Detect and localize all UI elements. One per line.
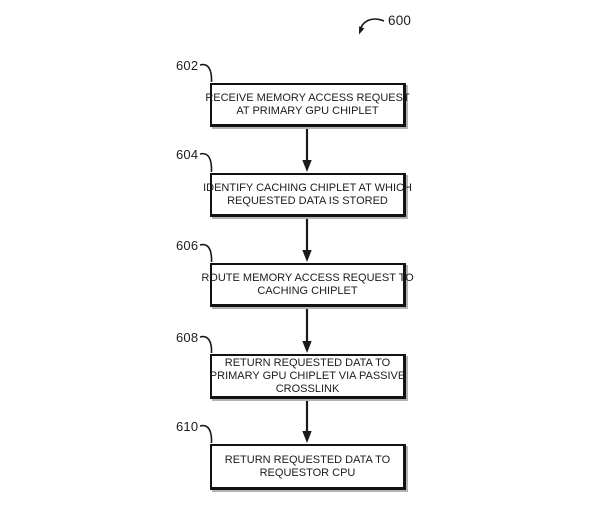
step-box-606	[201, 263, 414, 307]
flow-arrow-604-606	[302, 217, 311, 262]
step-text-line: PRIMARY GPU CHIPLET VIA PASSIVE	[209, 369, 406, 382]
ref-label-604: 604	[176, 147, 199, 162]
step-text-line: RETURN REQUESTED DATA TO	[224, 356, 391, 369]
flow-arrow-602-604	[302, 127, 311, 172]
figure-number: 600	[388, 13, 412, 28]
ref-leader-line-610	[200, 426, 212, 443]
step-text-line: IDENTIFY CACHING CHIPLET AT WHICH	[203, 181, 412, 194]
step-box-610	[210, 444, 406, 490]
step-box-602	[205, 83, 410, 127]
ref-label-610: 610	[176, 419, 199, 434]
ref-label-608: 608	[176, 330, 199, 345]
step-text-line: RETURN REQUESTED DATA TO	[224, 453, 391, 466]
step-text-line: ROUTE MEMORY ACCESS REQUEST TO	[201, 271, 414, 284]
step-text-line: REQUESTOR CPU	[259, 466, 356, 479]
step-box-608	[210, 354, 406, 399]
step-text-line: AT PRIMARY GPU CHIPLET	[236, 104, 379, 117]
ref-leader-line-606	[200, 245, 212, 262]
ref-leader-line-604	[200, 154, 212, 172]
step-text-line: CROSSLINK	[275, 382, 340, 395]
step-box-604	[203, 173, 412, 217]
ref-leader-line-602	[200, 65, 212, 82]
ref-label-606: 606	[176, 238, 199, 253]
step-text-line: REQUESTED DATA IS STORED	[227, 194, 388, 207]
flow-arrow-606-608	[302, 307, 311, 353]
step-text-line: RECEIVE MEMORY ACCESS REQUEST	[205, 91, 410, 104]
ref-leader-line-608	[200, 337, 212, 353]
step-text-line: CACHING CHIPLET	[257, 284, 358, 297]
flow-arrow-608-610	[302, 399, 311, 443]
figure-number-leader-arrow	[359, 19, 384, 34]
ref-label-602: 602	[176, 58, 199, 73]
